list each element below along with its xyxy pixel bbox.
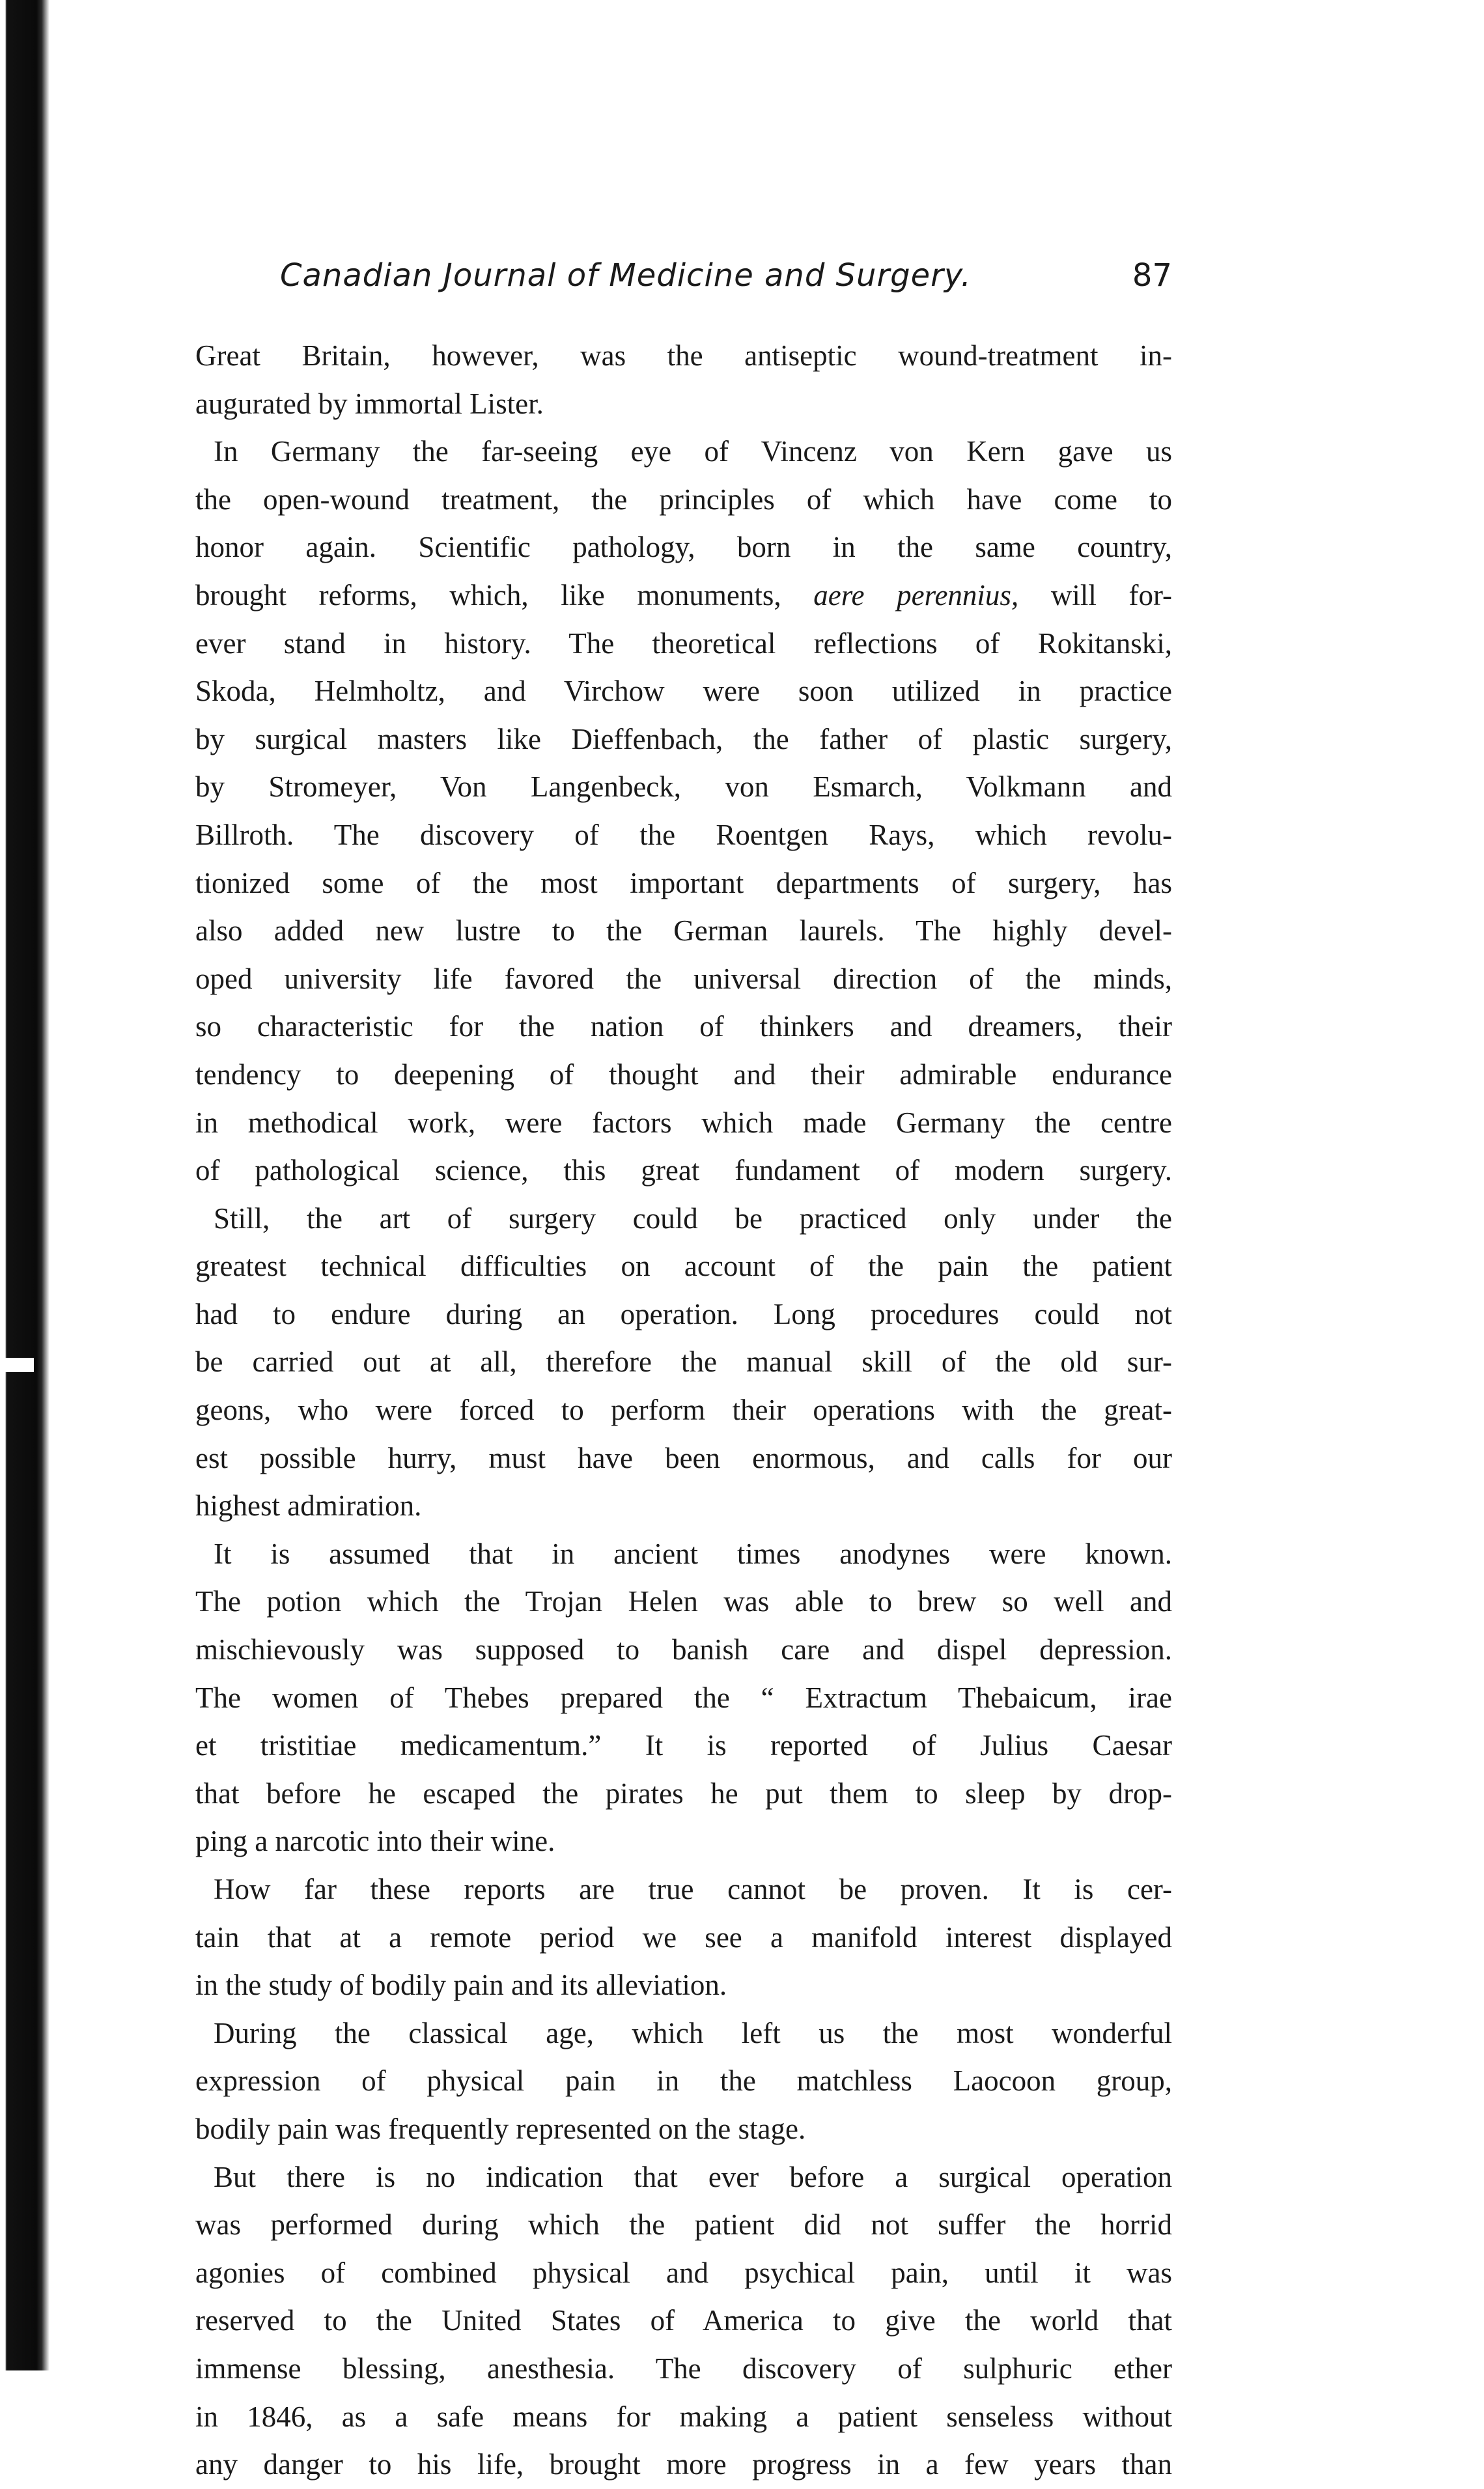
text-line: by Stromeyer, Von Langenbeck, von Esmarch, Volkmann and bbox=[195, 770, 1172, 804]
text-line: in 1846, as a safe means for making a patient senseless without bbox=[195, 2400, 1172, 2433]
text-line: augurated by immortal Lister. bbox=[195, 387, 544, 420]
paragraph-7 bbox=[195, 2154, 1172, 2489]
text-line: ping a narcotic into their wine. bbox=[195, 1825, 555, 1858]
paragraph-3 bbox=[195, 1195, 1172, 1530]
text-line: of pathological science, this great fundament of modern surgery. bbox=[195, 1154, 1172, 1187]
text-line: tionized some of the most important departments of surgery, has bbox=[195, 866, 1172, 899]
text-line: The potion which the Trojan Helen was able to brew so well and bbox=[195, 1585, 1172, 1618]
text-line-segment: will for- bbox=[1050, 578, 1172, 612]
text-line: In Germany the far-seeing eye of Vincenz von Kern gave us bbox=[214, 435, 1172, 468]
text-line: How far these reports are true cannot be proven. It is cer- bbox=[214, 1873, 1172, 1905]
text-line: highest admiration. bbox=[195, 1489, 422, 1523]
paragraph-6 bbox=[195, 2010, 1172, 2154]
text-line: in the study of bodily pain and its alleviation. bbox=[195, 1969, 727, 2002]
text-line: was performed during which the patient did not suffer the horrid bbox=[195, 2208, 1172, 2242]
journal-page bbox=[195, 257, 1172, 2489]
text-line: tain that at a remote period we see a manifold interest displayed bbox=[195, 1920, 1172, 1954]
text-line: reserved to the United States of America to give the world that bbox=[195, 2304, 1172, 2337]
text-line: et tristitiae medicamentum.” It is reported of Julius Caesar bbox=[195, 1729, 1172, 1762]
paragraph-1 bbox=[195, 332, 1172, 428]
text-line: expression of physical pain in the matchless Laocoon group, bbox=[195, 2064, 1172, 2098]
text-line: greatest technical difficulties on account of the pain the patient bbox=[195, 1250, 1172, 1283]
text-line: in methodical work, were factors which made Germany the centre bbox=[195, 1106, 1172, 1139]
paragraph-5 bbox=[195, 1866, 1172, 2010]
text-line: Great Britain, however, was the antiseptic wound-treatment in- bbox=[195, 339, 1172, 372]
text-line: It is assumed that in ancient times anodynes were known. bbox=[214, 1537, 1172, 1570]
text-line: est possible hurry, must have been enormous, and calls for our bbox=[195, 1441, 1172, 1474]
text-line: by surgical masters like Dieffenbach, the father of plastic surgery, bbox=[195, 722, 1172, 755]
text-line: also added new lustre to the German laurels. The highly devel- bbox=[195, 914, 1172, 948]
text-line: tendency to deepening of thought and their admirable endurance bbox=[195, 1058, 1172, 1091]
running-title: Canadian Journal of Medicine and Surgery. bbox=[280, 257, 972, 294]
text-line: oped university life favored the universal direction of the minds, bbox=[195, 962, 1172, 995]
text-line: any danger to his life, brought more progress in a few years than bbox=[195, 2448, 1172, 2481]
text-line: ever stand in history. The theoretical reflections of Rokitanski, bbox=[195, 626, 1172, 660]
paragraph-4 bbox=[195, 1530, 1172, 1866]
running-head bbox=[195, 257, 1172, 309]
text-line: agonies of combined physical and psychical pain, until it was bbox=[195, 2256, 1172, 2289]
text-line: be carried out at all, therefore the manual skill of the old sur- bbox=[195, 1345, 1172, 1379]
text-line: The women of Thebes prepared the “ Extractum Thebaicum, irae bbox=[195, 1681, 1172, 1714]
text-line: During the classical age, which left us the most wonderful bbox=[214, 2016, 1172, 2049]
text-line: so characteristic for the nation of thinkers and dreamers, their bbox=[195, 1010, 1172, 1043]
page-binding-edge bbox=[0, 0, 52, 2370]
text-line: the open-wound treatment, the principles of which have come to bbox=[195, 483, 1172, 516]
text-line: Skoda, Helmholtz, and Virchow were soon utilized in practice bbox=[195, 675, 1172, 708]
text-line: had to endure during an operation. Long procedures could not bbox=[195, 1297, 1172, 1330]
text-line: Still, the art of surgery could be practiced only under the bbox=[214, 1202, 1172, 1235]
text-line: mischievously was supposed to banish care and dispel depression. bbox=[195, 1633, 1172, 1666]
page-number: 87 bbox=[1132, 257, 1172, 294]
article-body bbox=[195, 332, 1172, 2489]
text-line: immense blessing, anesthesia. The discovery of sulphuric ether bbox=[195, 2352, 1172, 2385]
text-line: that before he escaped the pirates he put them to sleep by drop- bbox=[195, 1777, 1172, 1810]
text-line-segment: brought reforms, which, like monuments, bbox=[195, 578, 781, 612]
text-line: geons, who were forced to perform their operations with the great- bbox=[195, 1394, 1172, 1427]
text-line: honor again. Scientific pathology, born in the same country, bbox=[195, 531, 1172, 564]
text-line: bodily pain was frequently represented on the stage. bbox=[195, 2112, 806, 2145]
paragraph-2 bbox=[195, 428, 1172, 1195]
text-line: Billroth. The discovery of the Roentgen Rays, which revolu- bbox=[195, 818, 1172, 851]
italic-phrase: aere perennius, bbox=[813, 578, 1019, 612]
text-line-with-italic bbox=[195, 572, 1172, 620]
binding-edge-notch bbox=[0, 1358, 34, 1372]
text-line: But there is no indication that ever before a surgical operation bbox=[214, 2160, 1172, 2193]
